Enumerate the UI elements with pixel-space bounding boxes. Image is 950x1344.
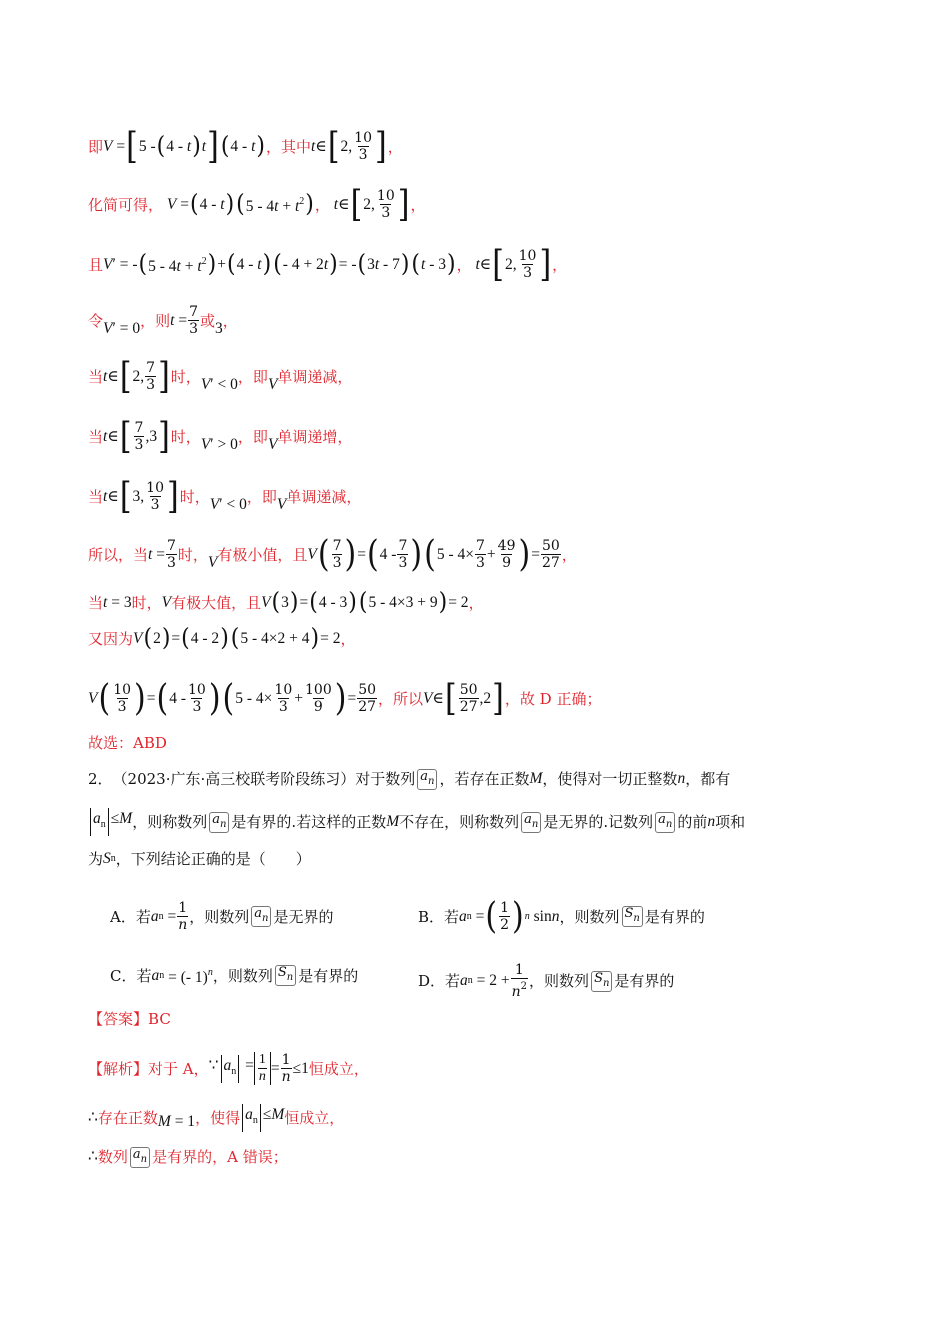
solution-line-1: 即 V = [ 5 - ( 4 - t ) t ] ( 4 - t ) ，其中 t ∈ [ 2, $\frac{10}{3}$ ] ，: [88, 124, 403, 167]
solution-line-2: 化简可得， V = ( 4 - t ) ( $5 - 4t + t^2$ ) ， t ∈ [ 2, $\frac{10}{3}$ ] ，: [88, 182, 426, 225]
sequence-an: $a_n$: [417, 769, 437, 790]
solution-line-10: 又因为 V ( 2 ) = ( 4 - 2 ) ( 5 - 4×2 + 4 ) = 2 ，: [88, 624, 356, 653]
solution-line-8: 所以，当 t = $\frac{7}{3}$ 时， V 有极小值，且 V ( $\frac{7}{3}$ ) = ( 4 - $\frac{7}{3}$ ) ( 5 - 4× $\frac{7}{3}$ + $\frac{49}{9}$ ) = $\frac{50}{27}$ ，: [88, 532, 577, 575]
option-c: C．若 a n = (- 1)$^n$ ，则数列 $S_n$ 是有界的: [110, 965, 359, 986]
solution-line-4: 令 V ′ = 0 ，则 t = $\frac{7}{3}$ 或 3 ，: [88, 304, 238, 337]
question-2-line-2: $a_n \le M$ ，则称数列 $a_n$ 是有界的.若这样的正数 M 不存在，则称数列 $a_n$ 是无界的.记数列 $a_n$ 的前 n 项和: [88, 808, 745, 836]
solution-line-3: 且 V ′ = - ( $5 - 4t + t^2$ ) + ( 4 - t ) ( - 4 + 2t ) = - ( 3t - 7 ) ( t - 3 ) ， t ∈ [ 2, $\frac{10}{3}$ ] ，: [88, 242, 568, 285]
solution-line-6: 当 t ∈ [ $\frac{7}{3}$ ,3 ] 时， V′ > 0 ，即 V 单调递增，: [88, 414, 353, 457]
solution-conclusion: 故选：ABD: [88, 734, 167, 752]
option-a: A．若 a n = $\frac{1}{n}$ ，则数列 $a_n$ 是无界的: [110, 900, 334, 933]
solution-line-11: V ( $\frac{10}{3}$ ) = ( 4 - $\frac{10}{3}$ ) ( 5 - 4× $\frac{10}{3}$ + $\frac{100}{9}$ ) = $\frac{50}{27}$ ，所以 V ∈ [ $\frac{50}{27}$ ,2 ] ，故 D 正确；: [88, 676, 602, 719]
analysis-line-2: ∴ 存在正数 M = 1 ，使得 $a_n \le M$ 恒成立，: [88, 1106, 345, 1130]
solution-line-5: 当 t ∈ [ 2, $\frac{7}{3}$ ] 时， V′ < 0 ，即 V 单调递减，: [88, 354, 353, 397]
answer-line: 【答案】 BC: [88, 1010, 171, 1028]
answer-value: BC: [148, 1010, 171, 1028]
solution-line-7: 当 t ∈ [ 3, $\frac{10}{3}$ ] 时， V′ < 0 ，即 V 单调递减，: [88, 474, 362, 517]
option-b: B．若 a n = ( $\frac{1}{2}$ ) n sinn ，则数列 $S_n$ 是有界的: [418, 894, 705, 937]
analysis-line-1: 【解析】 对于 A， ∵ $a_n$ = $\frac{1}{n}$ = $\frac{1}{n}$ ≤1 恒成立，: [88, 1052, 369, 1085]
analysis-line-3: ∴ 数列 $a_n$ 是有界的，A 错误；: [88, 1146, 288, 1166]
option-d: D．若 a n = 2 + $\frac{1}{n^2}$ ，则数列 $S_n$ 是有界的: [418, 962, 675, 1000]
question-2-line-1: 2． （2023·广东·高三校联考阶段练习）对于数列 $a_n$ ，若存在正数 M ，使得对一切正整数 n ，都有: [88, 768, 731, 788]
question-2-line-3: 为 S n ，下列结论正确的是（ ）: [88, 850, 311, 868]
solution-line-9: 当 t = 3 时， V 有极大值，且 V ( 3 ) = ( 4 - 3 ) ( 5 - 4×3 + 9 ) = 2 ，: [88, 588, 484, 617]
